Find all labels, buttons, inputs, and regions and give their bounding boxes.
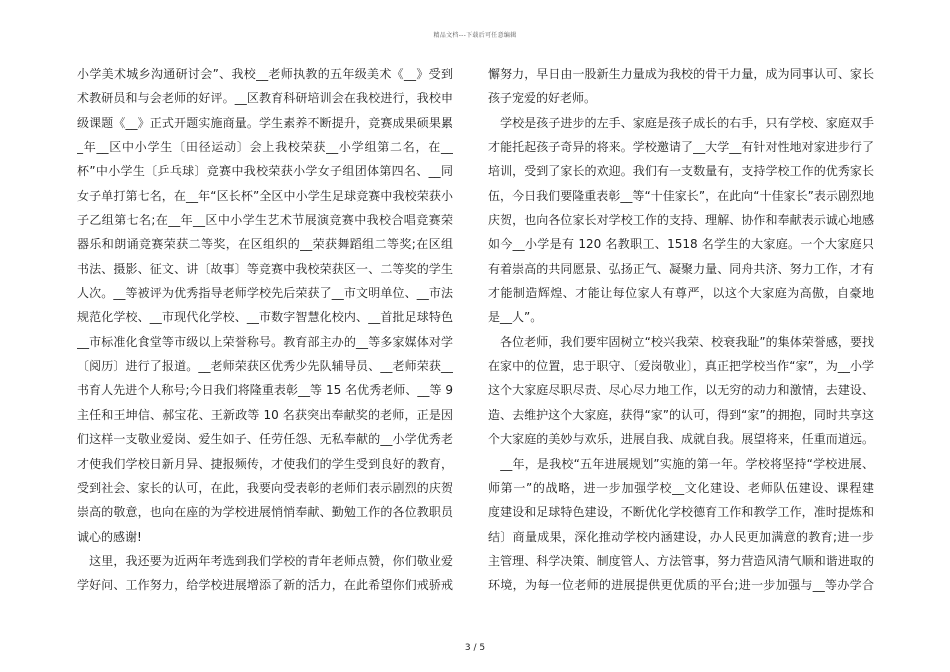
text-line: 术教研员和与会老师的好评。__区教育科研培训会在我校进行，我校申: [77, 91, 453, 106]
text-line: 女子单打第七名，在__年“区长杯”全区中小学生足球竞赛中我校荣获小: [77, 188, 453, 203]
text-line: 度建设和足球特色建设，不断优化学校德育工作和教学工作，准时提炼和: [488, 505, 874, 520]
text-line: 级课题《__》正式开题实施商量。学生素养不断提升，竞赛成果硕果累: [77, 115, 453, 130]
text-line: 环境，为每一位老师的进展提供更优质的平台;进一步加强与__等办学合: [488, 578, 874, 593]
text-line: 们这样一支敬业爱岗、爱生如子、任劳任怨、无私奉献的__小学优秀老: [77, 432, 453, 447]
text-line: 学校是孩子进步的左手、家庭是孩子成长的右手，只有学校、家庭双手: [500, 115, 874, 130]
text-line: 主管理、科学决策、制度管人、方法管事，努力营造风清气顺和谐进取的: [488, 553, 874, 568]
text-line: 书法、摄影、征文、讲〔故事〕等竞赛中我校荣获区一、二等奖的学生: [77, 261, 453, 276]
text-line: 造、去维护这个大家庭，获得“家”的认可，得到“家”的拥抱，同时共享这: [488, 407, 874, 422]
text-line: 是__人”。: [488, 310, 543, 325]
text-line: 崇高的敬意，也向在座的为学校进展悄悄奉献、勤勉工作的各位教职员: [77, 505, 453, 520]
text-line: 庆贺，也向各位家长对学校工作的支持、理解、协作和奉献表示诚心地感: [488, 213, 874, 228]
text-line: 才能托起孩子奇异的将来。学校邀请了__大学__有针对性地对家进步行了: [488, 140, 874, 155]
text-line: 培训，受到了家长的欢迎。我们有一支数量有，支持学校工作的优秀家长: [488, 164, 874, 179]
text-line: 结〕商量成果，深化推动学校内涵建设，办人民更加满意的教育;进一步: [488, 529, 874, 544]
text-line: 才使我们学校日新月异、捷报频传，才使我们的学生受到良好的教育，: [77, 456, 453, 471]
page-number: 3 / 5: [464, 643, 486, 653]
text-line: 师第一”的战略，进一步加强学校__文化建设、老师队伍建设、课程建: [488, 480, 874, 495]
text-line: 在家中的位置，忠于职守、〔爱岗敬业〕，真正把学校当作“家”，为__小学: [488, 359, 874, 374]
text-line: 诚心的感谢!: [77, 529, 142, 544]
text-line: 有着崇高的共同愿景、弘扬正气、凝聚力量、同舟共济、努力工作，才有: [488, 261, 874, 276]
text-line: 各位老师，我们要牢固树立“校兴我荣、校衰我耻”的集体荣誉感，要找: [500, 334, 874, 349]
text-line: 如今__小学是有 120 名教职工、1518 名学生的大家庭。一个大家庭只: [488, 237, 874, 252]
text-line: 懈努力，早日由一股新生力量成为我校的骨干力量，成为同事认可、家长: [488, 67, 874, 81]
text-line: 器乐和朗诵竞赛荣获二等奖，在区组织的__荣获舞蹈组二等奖;在区组: [77, 237, 453, 252]
text-line: 才能制造辉煌、才能让每位家人有尊严，以这个大家庭为高傲，自豪地: [488, 286, 874, 301]
page-header: 精品文档---下载后可任意编辑: [433, 32, 517, 39]
text-line: __市标准化食堂等市级以上荣誉称号。教育部主办的__等多家媒体对学: [77, 334, 453, 349]
text-line: 这里，我还要为近两年考选到我们学校的青年老师点赞，你们敬业爱: [89, 553, 453, 568]
text-line: 小学美术城乡沟通研讨会”、我校__老师执教的五年级美术《__》受到: [77, 67, 453, 81]
right-column: [488, 62, 874, 598]
text-line: _年__区中小学生〔田径运动〕会上我校荣获__小学组第二名，在__: [77, 140, 453, 155]
text-line: 书育人先进个人称号;今日我们将隆重表彰__等 15 名优秀老师、__等 9: [77, 383, 453, 398]
text-line: __年，是我校“五年进展规划”实施的第一年。学校将坚持“学校进展、: [500, 456, 874, 471]
text-line: 伍，今日我们要隆重表彰__等“十佳家长”，在此向“十佳家长”表示剧烈地: [488, 188, 874, 203]
text-line: 杯”中小学生〔乒乓球〕竞赛中我校荣获小学女子组团体第四名、__同: [77, 164, 453, 179]
text-line: 主任和王坤信、郝宝花、王新政等 10 名获突出奉献奖的老师，正是因: [77, 407, 453, 422]
text-line: 受到社会、家长的认可，在此，我要向受表彰的老师们表示剧烈的庆贺: [77, 480, 453, 495]
text-line: 子乙组第七名;在__年__区中小学生艺术节展演竞赛中我校合唱竞赛荣: [77, 213, 453, 228]
text-line: 个大家庭的美妙与欢乐，进展自我、成就自我。展望将来，任重而道远。: [488, 432, 874, 447]
text-line: 规范化学校、__市现代化学校、__市数字智慧化校内、__首批足球特色: [77, 310, 453, 325]
left-column: [77, 62, 453, 598]
text-line: 学好问、工作努力，给学校进展增添了新的活力，在此希望你们戒骄戒: [77, 578, 453, 593]
text-line: 〔阅历〕进行了报道。__老师荣获区优秀少先队辅导员、__老师荣获__: [77, 359, 453, 374]
text-line: 这个大家庭尽职尽责、尽心尽力地工作，以无穷的动力和激情，去建设、: [488, 383, 874, 398]
text-line: 孩子宠爱的好老师。: [488, 91, 597, 106]
text-line: 人次。__等被评为优秀指导老师学校先后荣获了__市文明单位、__市法: [77, 286, 453, 301]
